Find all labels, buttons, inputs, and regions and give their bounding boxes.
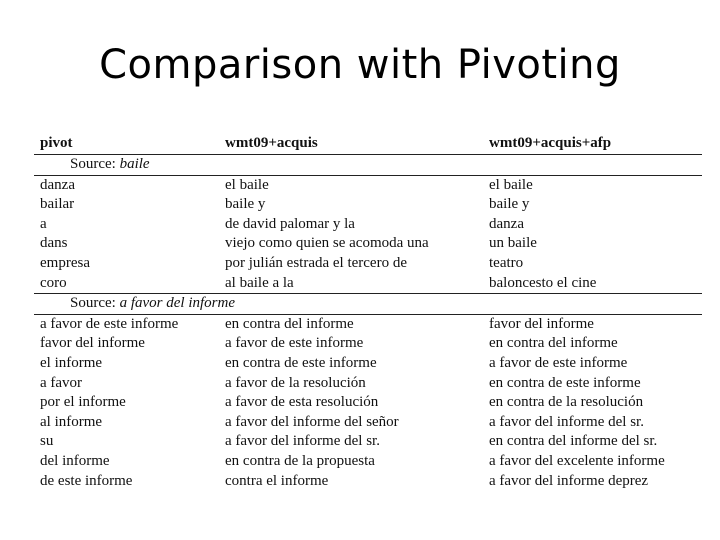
slide-title: Comparison with Pivoting [99,42,621,88]
wmt09-acquis-cell: a favor del informe del sr. [225,433,380,450]
wmt09-acquis-afp-cell: un baile [489,235,537,252]
pivot-cell: a [40,215,47,232]
table-row [34,354,702,374]
pivot-cell: su [40,433,54,450]
pivot-cell: a favor de este informe [40,315,179,332]
table-row [34,195,702,215]
table-row [34,334,702,354]
wmt09-acquis-afp-cell: en contra del informe [489,335,618,352]
wmt09-acquis-afp-cell: el baile [489,176,533,193]
table-row [34,432,702,452]
source-label: Source: [70,295,116,312]
wmt09-acquis-afp-cell: a favor del informe del sr. [489,413,644,430]
header-pivot: pivot [40,135,73,151]
wmt09-acquis-cell: en contra de la propuesta [225,452,375,469]
pivot-cell: de este informe [40,472,133,489]
wmt09-acquis-cell: de david palomar y la [225,215,355,232]
comparison-table [34,132,702,491]
pivot-cell: dans [40,235,68,252]
source-row [34,155,702,176]
table-row [34,472,702,492]
wmt09-acquis-cell: a favor del informe del señor [225,413,399,430]
source-term: a favor del informe [119,295,235,312]
table-body [34,155,702,491]
table-row [34,234,702,254]
wmt09-acquis-cell: baile y [225,196,266,213]
wmt09-acquis-cell: el baile [225,176,269,193]
wmt09-acquis-afp-cell: danza [489,215,524,232]
wmt09-acquis-afp-cell: baile y [489,196,530,213]
source-row [34,293,702,315]
wmt09-acquis-cell: a favor de este informe [225,335,364,352]
source-label: Source: [70,156,116,172]
pivot-cell: el informe [40,354,103,371]
wmt09-acquis-afp-cell: a favor del excelente informe [489,452,665,469]
pivot-cell: del informe [40,452,110,469]
wmt09-acquis-cell: contra el informe [225,472,329,489]
wmt09-acquis-afp-cell: teatro [489,254,524,271]
wmt09-acquis-afp-cell: en contra de este informe [489,374,641,391]
table-row [34,452,702,472]
wmt09-acquis-afp-cell: a favor de este informe [489,354,628,371]
wmt09-acquis-afp-cell: a favor del informe deprez [489,472,649,489]
pivot-cell: empresa [40,254,90,271]
wmt09-acquis-cell: por julián estrada el tercero de [225,254,407,271]
pivot-cell: bailar [40,196,75,213]
pivot-cell: por el informe [40,394,126,411]
table-row [34,374,702,394]
header-wmt09-acquis: wmt09+acquis [225,135,318,151]
wmt09-acquis-cell: al baile a la [225,274,294,291]
wmt09-acquis-afp-cell: en contra de la resolución [489,394,644,411]
wmt09-acquis-cell: en contra del informe [225,315,354,332]
wmt09-acquis-cell: a favor de esta resolución [225,394,379,411]
wmt09-acquis-cell: viejo como quien se acomoda una [225,235,429,252]
header-wmt09-acquis-afp: wmt09+acquis+afp [489,135,612,151]
table-row [34,176,702,196]
pivot-cell: danza [40,176,75,193]
table-row [34,315,702,335]
pivot-cell: favor del informe [40,335,145,352]
table-row [34,254,702,274]
table-row [34,393,702,413]
table-row [34,215,702,235]
pivot-cell: al informe [40,413,103,430]
wmt09-acquis-afp-cell: en contra del informe del sr. [489,433,658,450]
table-header-row [34,132,702,155]
table-row [34,274,702,294]
source-term: baile [119,156,150,172]
wmt09-acquis-afp-cell: baloncesto el cine [489,274,597,291]
table-row [34,413,702,433]
wmt09-acquis-cell: a favor de la resolución [225,374,366,391]
wmt09-acquis-afp-cell: favor del informe [489,315,594,332]
pivot-cell: a favor [40,374,83,391]
pivot-cell: coro [40,274,67,291]
wmt09-acquis-cell: en contra de este informe [225,354,377,371]
